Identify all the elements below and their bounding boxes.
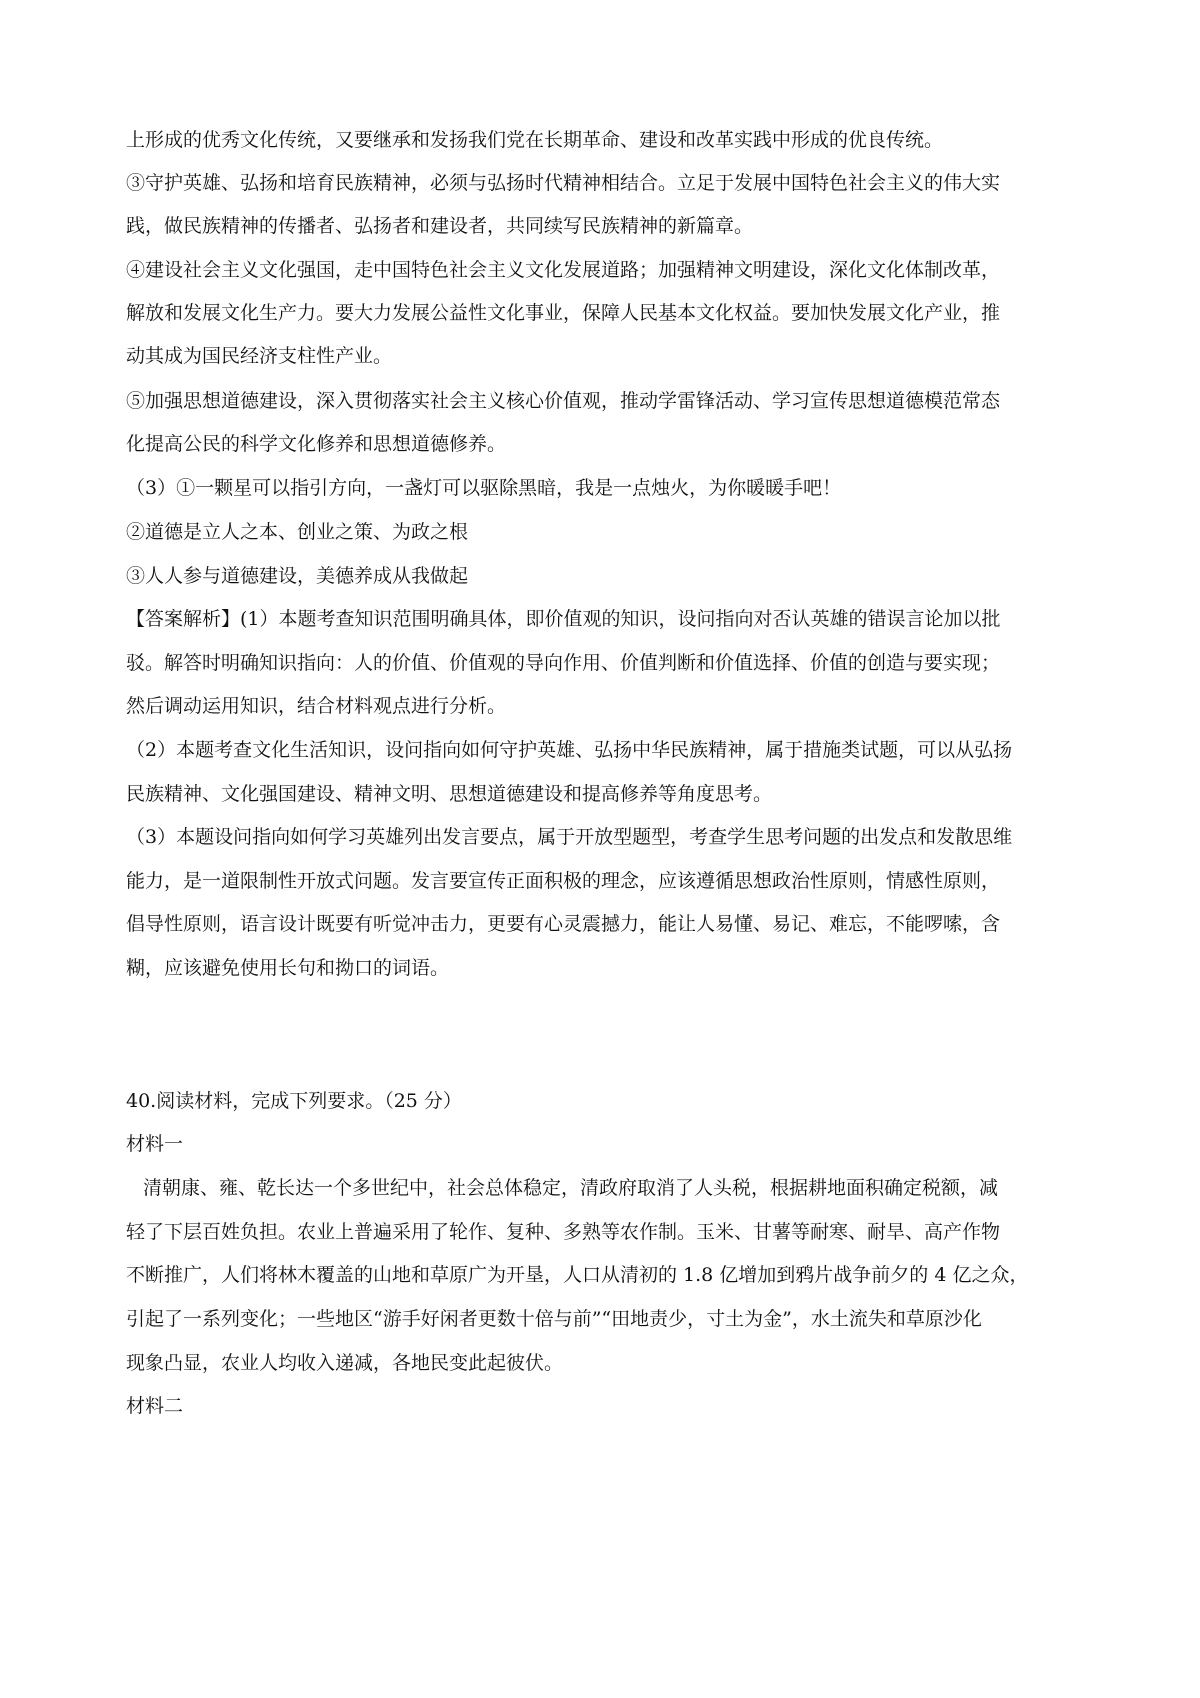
text-line: 能力，是一道限制性开放式问题。发言要宣传正面积极的理念，应该遵循思想政治性原则，情感性原则， — [126, 870, 1001, 892]
text-line: 然后调动运用知识，结合材料观点进行分析。 — [126, 695, 507, 717]
text-line: 上形成的优秀文化传统，又要继承和发扬我们党在长期革命、建设和改革实践中形成的优良传统。 — [126, 129, 944, 151]
text-line: 动其成为国民经济支柱性产业。 — [126, 345, 393, 367]
text-line: ③人人参与道德建设，美德养成从我做起 — [126, 565, 469, 587]
question-40-heading: 40.阅读材料，完成下列要求。（25 分） — [126, 1090, 462, 1112]
text-line: （3）①一颗星可以指引方向，一盏灯可以驱除黑暗，我是一点烛火，为你暖暖手吧！ — [126, 477, 842, 499]
text-line: ③守护英雄、弘扬和培育民族精神，必须与弘扬时代精神相结合。立足于发展中国特色社会主义的伟大实 — [126, 172, 1001, 194]
text-line: 现象凸显，农业人均收入递减，各地民变此起彼伏。 — [126, 1352, 564, 1374]
text-line: 引起了一系列变化；一些地区“游手好闲者更数十倍与前”“田地责少，寸土为金”，水土流失和草原沙化 — [126, 1308, 982, 1330]
text-line: （2）本题考查文化生活知识，设问指向如何守护英雄、弘扬中华民族精神，属于措施类试题，可以从弘扬 — [126, 739, 1013, 761]
text-line: 不断推广，人们将林木覆盖的山地和草原广为开垦，人口从清初的 1.8 亿增加到鸦片战争前夕的 4 亿之众， — [126, 1264, 1029, 1286]
material-1-label: 材料一 — [126, 1133, 184, 1155]
material-2-label: 材料二 — [126, 1395, 184, 1417]
text-line: 糊，应该避免使用长句和拗口的词语。 — [126, 957, 450, 979]
text-line: 践，做民族精神的传播者、弘扬者和建设者，共同续写民族精神的新篇章。 — [126, 215, 754, 237]
text-line: 倡导性原则，语言设计既要有听觉冲击力，更要有心灵震撼力，能让人易懂、易记、难忘，不能啰嗦，含 — [126, 913, 1001, 935]
text-line: ⑤加强思想道德建设，深入贯彻落实社会主义核心价值观，推动学雷锋活动、学习宣传思想道德模范常态 — [126, 390, 1001, 412]
answer-analysis-heading: 【答案解析】(1）本题考查知识范围明确具体，即价值观的知识，设问指向对否认英雄的错误言论加以批 — [126, 608, 1001, 630]
text-line: ④建设社会主义文化强国，走中国特色社会主义文化发展道路；加强精神文明建设，深化文化体制改革， — [126, 259, 1001, 281]
text-line: （3）本题设问指向如何学习英雄列出发言要点，属于开放型题型，考查学生思考问题的出发点和发散思维 — [126, 826, 1013, 848]
text-line: 驳。解答时明确知识指向：人的价值、价值观的导向作用、价值判断和价值选择、价值的创造与要实现； — [126, 652, 1001, 674]
text-line: 解放和发展文化生产力。要大力发展公益性文化事业，保障人民基本文化权益。要加快发展文化产业，推 — [126, 302, 1001, 324]
text-line: 民族精神、文化强国建设、精神文明、思想道德建设和提高修养等角度思考。 — [126, 783, 773, 805]
text-line: 化提高公民的科学文化修养和思想道德修养。 — [126, 433, 507, 455]
text-line: ②道德是立人之本、创业之策、为政之根 — [126, 521, 469, 543]
text-line: 轻了下层百姓负担。农业上普遍采用了轮作、复种、多熟等农作制。玉米、甘薯等耐寒、耐旱、高产作物 — [126, 1221, 1001, 1243]
text-line: 清朝康、雍、乾长达一个多世纪中，社会总体稳定，清政府取消了人头税，根据耕地面积确定税额，减 — [143, 1177, 999, 1199]
